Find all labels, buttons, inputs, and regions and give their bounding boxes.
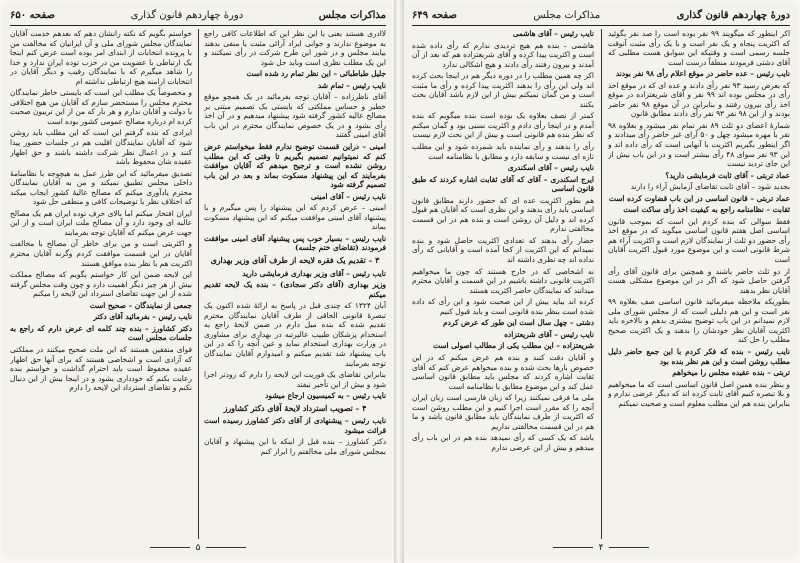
- paragraph: خواستم بگویم که نکته رانشان دهم که بعدهم خدمت آقایان نمایندگان مجلس شورای ملی و آن ایرانیان که مخالفت من با پرونده انتخابات از ابتدای امر بوده است عرض کنم اینجا یک ارتباطی با عضویت من در حزب توده ایران ندارد و خدا را شاهد میگیرم که با نمایندگان رقیب و دیگر آقایان در انتخابات ارامنه هیچ ارتباطی نداشته ام: [10, 29, 192, 86]
- speaker-line: نایب رئیس – بفرمائید آقای دکتر: [93, 312, 192, 322]
- left-page: [2, 2, 394, 558]
- paragraph: حضار رأی بدهند که تعدادی اکثریت حاصل شود و بنده نمیدانم که این اکثریت از کجا آمده است و آقایانی که رأی نداده اند چه نظری داشته اند: [412, 235, 594, 265]
- paragraph: تصدیق میفرمائید که این طرز عمل به هیچوجه با نظامنامهٔ داخلی مجلس تطبیق نمیکند و من به آقایان نمایندگان محترم یادآوری میکنم که مصالح عالیهٔ کشور ایجاب میکند که اختلاف نظر با توضیحات کافی و منطقی حل شود: [10, 168, 192, 207]
- speaker-line: ایرج اسکندری – آقای که آقای ثقابت اشاره کردند که طبق قانون اساسی: [412, 174, 594, 194]
- speaker-line: نایب رئیس – آقای هاشمی: [512, 29, 594, 38]
- speaker-line: نایب رئیس – به کمیسیون ارجاع میشود: [265, 391, 386, 401]
- left-header-page-number: صفحه ۶۵۰: [10, 9, 55, 21]
- paragraph: بطوریکه ملاحظه میفرمائید قانون اساسی صف بعلاوه ۹۹ نفر است و این هم دلیلی است که از مجلس شورای ملی لازم نمیدانم در این باب توضیح بیشتری بدهم و بالاخره باید اکثریت آقایان نظر خودشان را بدهند و یک اکثریت صحیح مطلب را حل کند: [608, 297, 790, 345]
- left-footer-number: ۵: [195, 543, 201, 553]
- speaker-line: جمعی از نمایندگان – صحیح است: [89, 300, 192, 310]
- left-page-column-divider: [198, 29, 199, 539]
- paragraph: شمارهٔ اعضای دو ثلث ۸۹ نفر تمام نفر میشود و بعلاوه ۹۸ نفر با مهره میشود چهل و ۵۰ آرای غیر حاضر رأی میدادند و اگر اینطور بگیریم اکثریت با آنهایی است که رأی داده اند و این ۹۳ نفر سوای ۴۸ رأی بیشتر است و در این باب بیش از این جای تردید نیست: [608, 120, 790, 169]
- speaker-line: نایب رئیس – عده حاضر در موقع اعلام رأی ۹۸ نفر بودند: [615, 69, 790, 79]
- speaker-line: تربتی – بنده عقیده مجلس را میخواهم: [672, 368, 790, 378]
- paragraph: ایرادی که بنده گرفتم این است که این مطلب باید روشن شود که آقایان نمایندگان اقلیت هم در جلسات حضور پیدا کنند و در اعمال نظر شرکت داشته باشند و حق اظهار عقیده شان محفوظ باشد: [10, 128, 192, 167]
- paragraph: اکر چه همین مطلب را در دوره دیگر هم در اینجا بحث کرده اند ولی این رأی را بدهند اکثریت پیدا کرده و رأی ما مثبت است و من گمان نمیکنم بیش از این لازم باشد آقایان بحث بکنند: [412, 71, 594, 109]
- paragraph: آبان ۱۳۲۴ که چندی قبل در پاسخ به ارائهٔ شده اکنون یک تبصرهٔ قانونی الحاقی از طرف آقایان نمایندگان محترم تقدیم شده که بنده میل دارم در ضمن لایحهٔ راجع به استخدام پزشکان طبیب عالیرتبه در بهداری برای مشاوری در وزارت بهداری استخدام نماید و عین آنچه را که در این باب پیشنهاد شد تقدیم میکنم و امیدوارم آقایان نمایندگان توجه بفرمایند: [204, 301, 386, 368]
- paragraph: و آقایان دقت کنند و بنده هم عرض میکنم که در این خصوص بارها بحث شده و بنده میخواهم عرض کنم که آقای ثقابت اشاره کردند که مجلس باید مطابق قانون اساسی عمل کند و این موضوع مطابق با نظامنامه است: [412, 352, 594, 391]
- paragraph: لاادری هستند بعنی با این نظر این که اطلاعات کافی راجع به موضوع ندارند و جوابی ایراد آرائی مثبت یا منفی بدهند بیایند مجلس و در شور این طرح شرکت در رأی نمیکنند و این یک مطلب نظری است وباید حل شود: [204, 29, 386, 67]
- left-page-column-right: [204, 29, 386, 539]
- right-header-page-number: صفحه ۶۴۹: [412, 9, 457, 21]
- book-gutter: [394, 0, 404, 563]
- speaker-line: نایب رئیس – بنده که فکر کردم با این جمع حاضر دلیل مطلب روشن است و این هم نظر بنده بود: [608, 346, 790, 366]
- paragraph: این لایحه ضمن این کار خواستم بگویم که مصالح مملکت بیش از هر چیز دیگر اهمیت دارد و چون وقت مجلس گرفته شده از این جهت تقاضای استرداد این لایحه را میکنم: [10, 270, 192, 299]
- paragraph: کرده اند بباید بیش از این صحبت شود و این رأی که داده شده است بنظر بنده قانونی است و باید قبول کنیم: [412, 297, 594, 316]
- paragraph: ملی ما فرقی نمیکنند زیرا که زبان فارسی است زبان ایران آنچه را که مقرر است اجرا کنیم و این مطلب روشن است که اکثریت از طرف نمایندگان باید مطابق قانون باشد و ما هم در این قسمت مخالفتی نداریم: [412, 393, 594, 431]
- speaker-line: ثقابت – نظامنامه راجع به کیفیت اخذ رأی ساکت است: [623, 205, 790, 215]
- paragraph: دکتر کشاورز – بنده قبل از اینکه با این پیشنهاد و آقایان بمجلس شورای ملی مخالفتم را ابراز کنم: [204, 437, 386, 456]
- paragraph: باشد که یک کسی که رأی نمیدهد بنده هم در این باب رأی میدهم و بیش از این عرضی ندارم: [412, 433, 594, 452]
- left-page-footer: [2, 543, 394, 553]
- speaker-line: نایب رئیس – تمام شد: [317, 80, 386, 90]
- paragraph: بجدید شود – آقای ثابت تقاضای آزمایش آراء را دارند: [630, 182, 790, 192]
- right-page-column-divider: [601, 29, 602, 539]
- speaker-line: عماد تربتی – آقای ثابت فرمایشی دارید؟: [665, 170, 790, 180]
- section-heading: ۴ – تصویب استرداد لایحهٔ آقای دکتر کشاورز: [223, 403, 367, 413]
- speaker-line: نایب رئیس – آقای وزیر بهداری فرمایشی دارید: [242, 268, 386, 278]
- paragraph: ایران افتخار میکنم اما بالای حرف توده ایران هم یک مصالح عالیه ای وجود دارد و آن مصالح ملت ایران است و از این جهت عرض میکنم که آقایان توجه بفرمایند: [10, 208, 192, 237]
- section-heading: ۳ – تقدیم یک فقره لایحه از طرف آقای وزیر بهداری: [210, 256, 380, 266]
- paragraph: رأی را بدهند و رأی نماینده باید شمرده شود و این مطلب تازه ای نیست و سابقه دارد و مطابق با نظامنامه است: [412, 142, 594, 161]
- paragraph: و اکثریتی است و من برای خاطر آن مصالح با مخالفت آقایان در این قسمت موافقت کردم وگرنه آقایان محترم اکثریت هم با نظر بنده موافق هستند: [10, 239, 192, 268]
- paragraph: و بنظر بنده همین اصل قانون اساسی است که ما میخواهیم و بلا تبصره کنیم آقای ثابت کرده اند که دیگر عرضی ندارم و بنابراین بنده هم این مطلب معلوم است و صحبت نمیکنم: [608, 379, 790, 408]
- paragraph: و مخصوصاً یک مطلب این است که بایستی خاطر نمایندگان محترم مجلس را مستحضر سازم که آقایان من هیچ اختلافی با دولت و آقایان ندارم و هر بار که من از این تریبون صحبت کرده ام درباره مصالح عمومی کشور بوده است: [10, 88, 192, 126]
- speaker-line: شریعتزاده – این مطلب یکی از مطالب اصولی است: [433, 341, 594, 351]
- speaker-line: نایب رئیس – بسیار خوب پس پیشنهاد آقای امینی موافقت فرمودند (تقاضای ختم جلسه): [204, 233, 386, 253]
- paragraph: که بعرض رسید ۹۳ نفر رأی دادند و عده ای که در موقع اخذ رأی در مجلس بوده اند ۹۹ نفر و آقای شریعتزاده در موقع اخذ رأی بیرون رفتند و بنابراین در آن موقع ۹۸ نفر حاضر بودند و از این ۹۸ نفر ۹۳ نفر رأی دادند مطابق قانون: [608, 80, 790, 119]
- speaker-line: نایب رئیس – پیشنهادی از آقای دکتر کشاورز رسیده است قرائت میشود: [204, 416, 386, 435]
- right-page-column-right: [608, 29, 790, 539]
- left-header-rule: [10, 25, 386, 26]
- paragraph: از دو ثلث حاضر باشند و همچنین برای قانون آقای رأی گرفتن حاصل شود که اگر در این موضوع مشکلی هست آقایان نظر بدهند: [608, 266, 790, 295]
- right-page-column-left: [412, 29, 594, 539]
- speaker-line: وزیر بهداری (آقای دکتر سجادی) – بنده یک لایحه تقدیم میکنم: [204, 280, 386, 299]
- right-header-rule: [412, 25, 790, 26]
- right-page: [404, 2, 798, 558]
- paragraph: نه اشخاصی که در خارج هستند که چون ما میخواهیم اکثریت قانونی داشته باشیم در این قسمت و آقایان محترم میدانند که نمایندگان حاضر اکثریت هستند: [412, 266, 594, 295]
- paragraph: آقای ناظرزاده – آقایان توجه بفرمائید در یک همچو موقع خطیر و حساس مملکتی که بایستی یک تصمیم مبتنی بر مصالح عالیه کشور گرفته شود پیشنهاد میدهیم و در آن اخذ رأی بشود و در یک خصوص نمایندگان محترم در این باب آقای امینی گفتند: [204, 92, 386, 140]
- right-header-middle: مذاکرات مجلس: [533, 9, 601, 21]
- paragraph: قوای متفقین هستند که این ملت صحیح میکنند در مملکتی که آزادی است و اشخاصی هستند که برای آنها حق اظهار عقیده محفوظ است باید احترام گذاشت و خواستم بنده رعایت بکنم که خودداری بشود و در اینجا بیش از این دنبال نکنم و تقاضای استرداد این لایحه را دارم: [10, 344, 192, 393]
- left-header-middle: دورهٔ چهاردهم قانون گذاری: [130, 9, 244, 21]
- speaker-line: دکتر کشاورز – بنده چند کلمه ای عرض دارم که راجع به جلسات مجلس است: [10, 323, 192, 343]
- speaker-line: نایب رئیس – آقای اسکندری: [507, 163, 594, 173]
- right-page-header: [412, 6, 790, 24]
- left-header-right: مذاکرات مجلس: [318, 9, 386, 21]
- paragraph: فقط سوالی که بنده کردم این است که بموجب قانون اساسی اصل هفتم قانون اساسی میگوید که در موقع اخذ رأی حضور دو ثلث از نمایندگان لازم است و اکثریت آراء هم شرط قانونی است و این موضوع مورد قبول اکثریت آقایان است: [608, 216, 790, 265]
- paragraph: امینی – عرض کردم که این پیشنهاد را پس میگیرم و با پیشنهاد آقای امینی موافقت میکنم که این پیشنهاد مسکوت بماند: [204, 203, 386, 232]
- speaker-line: نایب رئیس – آقای شریعتزاده: [504, 329, 594, 339]
- left-page-header: [10, 6, 386, 24]
- paragraph: کمتر از نصف بعلاوه یک بوده است بنده میگویم که بنده آمدم و در اینجا رأی دادم و اکثریت نسبی بود و گمان میکنم که نظر بنده هم قانونی است و بیش از این بحث لازم نیست: [412, 111, 594, 140]
- right-page-footer: [404, 543, 798, 553]
- right-footer-number: ۴: [598, 543, 604, 553]
- speaker-line: عماد تربتی – قانون اساسی در این باب قضاوت کرده است: [608, 193, 790, 203]
- speaker-line: نایب رئیس – آقای امینی: [310, 191, 386, 201]
- left-page-column-left: [10, 29, 192, 539]
- paragraph: هم بطور اکثریت عده ای که حضور دارند مطابق قانون اساسی باید رأی بدهند و این نظری است که آقایان هم قبول کرده اند و دلیل آن روشن است و بنده هم در این قسمت مخالفتی ندارم: [412, 195, 594, 234]
- paragraph: اکر اینطور که میگویند ۹۹ نفر بوده است را صد نفر بگوئید که اکثریت پنجاه و یک نفر است و با یک رأی مثبت آنوقت جلسه رسمی است و وقتیکه این سوابق هست مطلبی که آقای دشتی فرمودند منطقاً درست است: [608, 29, 790, 67]
- right-header-right: دورهٔ چهاردهم قانون گذاری: [676, 9, 790, 21]
- paragraph: هاشمی – بنده هم هیچ تردیدی ندارم که رأی داده شده است و اکثریت پیدا کرده و آقای شریعتزاده هم که بعد از آن آمدند و بیرون رفتند رأی دادند و هیچ اشکالی ندارد: [412, 40, 594, 69]
- paragraph: بنابراین تقاضای یک فوریت این لایحه را دارم که زودتر اجرا شود و بیش از این تأخیر نیفتد: [204, 370, 386, 389]
- speaker-line: جلیل طباطبائی – این نظر تمام رد شده است: [246, 69, 386, 79]
- speaker-line: امینی – دراین قسمت توضیح ندارم فقط میخواستم عرض کنم که نمیتوانیم تصمیم بگیریم تا وقتی که این مطلب روشن نشده است و ترجیح میدهم که آقایان موافقت بفرمایند که این پیشنهاد مسکوت بماند و بعد در این باب تصمیم گرفته شود: [204, 142, 386, 190]
- speaker-line: دشتی – چهل سال است این طور که عرض کردم: [443, 318, 594, 328]
